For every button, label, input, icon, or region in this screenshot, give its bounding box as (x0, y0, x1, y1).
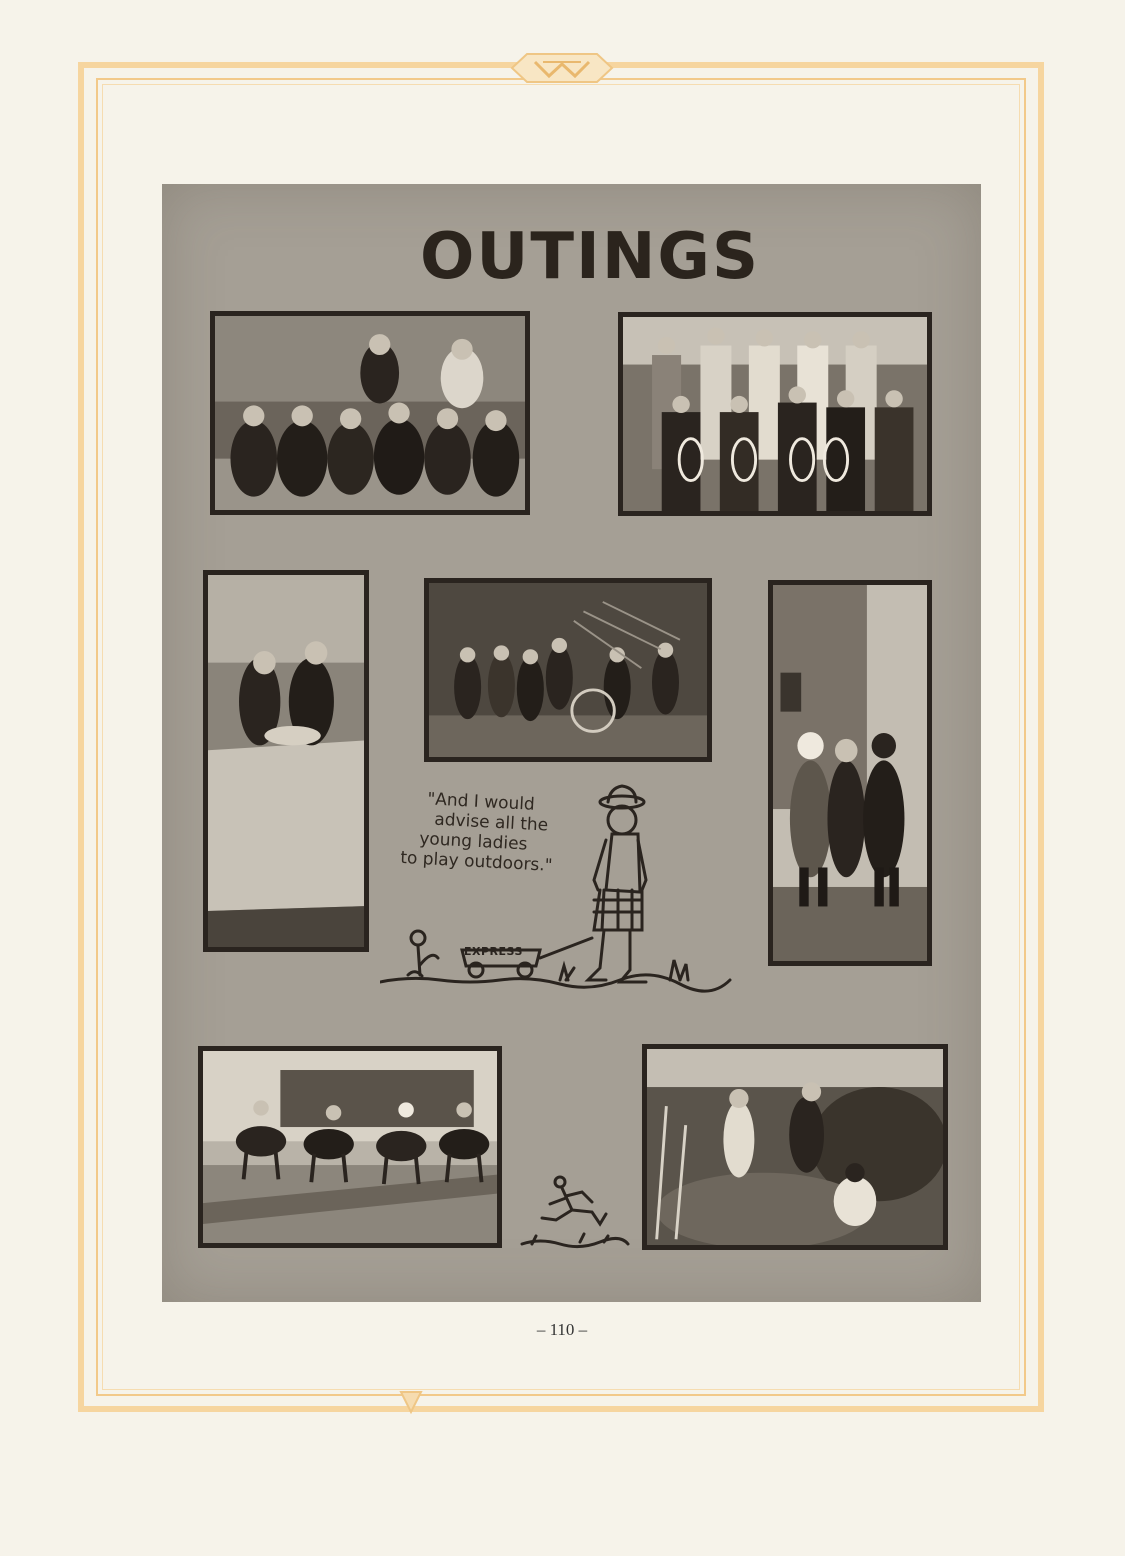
running-figure-drawing (520, 1172, 630, 1252)
photo-rock-climbers (642, 1044, 948, 1250)
wagon-label: EXPRESS (464, 945, 523, 958)
girl-with-wagon-drawing (380, 780, 740, 1000)
bottom-ornament-icon (396, 1386, 426, 1416)
caption-line-1: "And I would (426, 789, 536, 815)
photo-group-kneeling (210, 311, 530, 515)
caption-line-3: young ladies (418, 828, 528, 855)
photo-tennis-team (618, 312, 932, 516)
page-title: OUTINGS (420, 220, 761, 294)
page-number: – 110 – (536, 1320, 588, 1339)
top-ornament-icon (507, 46, 617, 90)
caption-line-4: to play outdoors." (399, 847, 554, 876)
photo-group-with-cart (424, 578, 712, 762)
photo-horseback-riders (198, 1046, 502, 1248)
photo-two-on-rock (203, 570, 369, 952)
caption-line-2: advise all the (433, 809, 549, 836)
photo-three-in-winter (768, 580, 932, 966)
